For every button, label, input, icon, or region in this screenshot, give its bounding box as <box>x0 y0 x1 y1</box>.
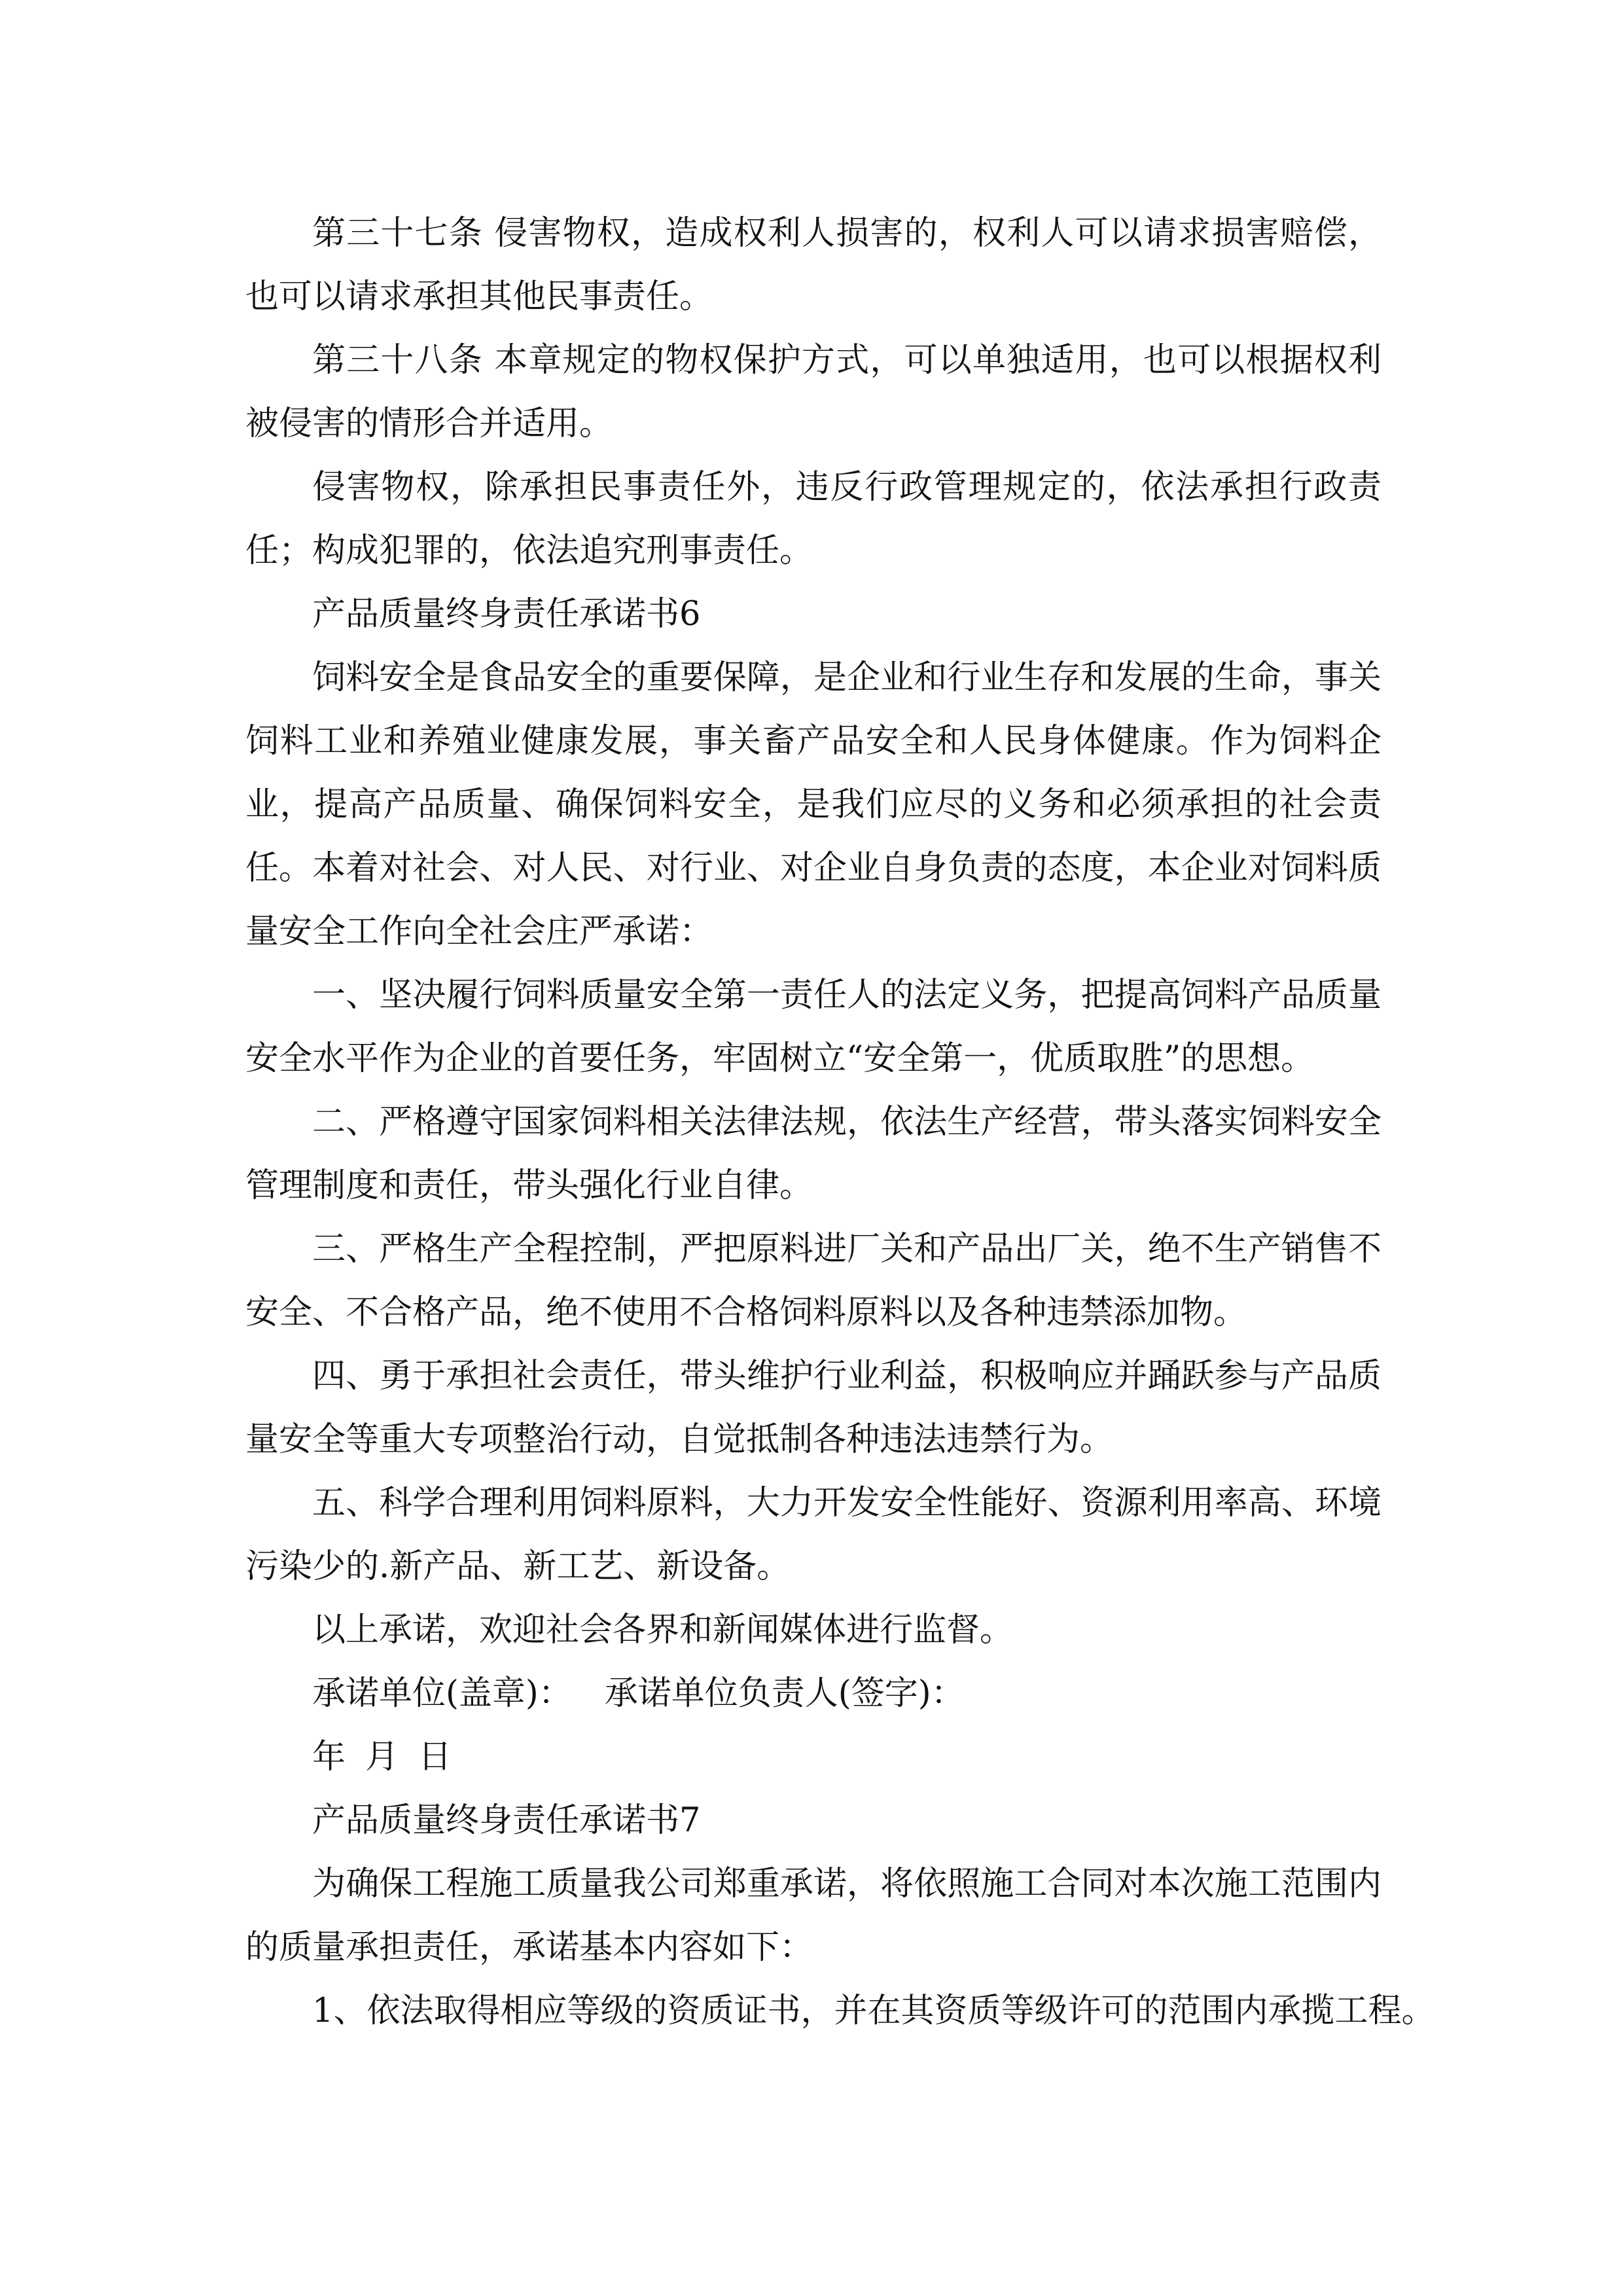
commitment-item-4: 四、勇于承担社会责任，带头维护行业利益，积极响应并踊跃参与产品质量安全等重大专项整治行动，自觉抵制各种违法违禁行为。 <box>245 1357 1382 1459</box>
section-7-intro-paragraph: 为确保工程施工质量我公司郑重承诺，将依照施工合同对本次施工范围内的质量承担责任，承诺基本内容如下： <box>245 1865 1382 1967</box>
supervision-welcome-paragraph: 以上承诺，欢迎社会各界和新闻媒体进行监督。 <box>312 1611 1014 1649</box>
date-month: 月 <box>365 1738 399 1776</box>
section-7-title: 产品质量终身责任承诺书7 <box>312 1801 701 1840</box>
signature-unit-label: 承诺单位(盖章)： <box>312 1674 572 1713</box>
feed-safety-intro-paragraph: 饲料安全是食品安全的重要保障，是企业和行业生存和发展的生命，事关饲料工业和养殖业健康发展，事关畜产品安全和人民身体健康。作为饲料企业，提高产品质量、确保饲料安全，是我们应尽的义务和必须承担的社会责任。本着对社会、对人民、对行业、对企业自身负责的态度，本企业对饲料质量安全工作向全社会庄严承诺： <box>245 658 1382 951</box>
signature-line <box>245 1662 1382 1725</box>
date-day: 日 <box>418 1738 452 1776</box>
commitment-item-2: 二、严格遵守国家饲料相关法律法规，依法生产经营，带头落实饲料安全管理制度和责任，带头强化行业自律。 <box>245 1103 1382 1205</box>
document-body <box>245 202 1435 2043</box>
article-38-paragraph: 第三十八条 本章规定的物权保护方式，可以单独适用，也可以根据权利被侵害的情形合并适用。 <box>245 341 1382 443</box>
date-year: 年 <box>312 1738 346 1776</box>
commitment-item-5: 五、科学合理利用饲料原料，大力开发安全性能好、资源利用率高、环境污染少的.新产品、新工艺、新设备。 <box>245 1484 1382 1586</box>
commitment-item-3: 三、严格生产全程控制，严把原料进厂关和产品出厂关，绝不生产销售不安全、不合格产品，绝不使用不合格饲料原料以及各种违禁添加物。 <box>245 1230 1382 1332</box>
commitment-item-1: 一、坚决履行饲料质量安全第一责任人的法定义务，把提高饲料产品质量安全水平作为企业的首要任务，牢固树立“安全第一，优质取胜”的思想。 <box>245 976 1382 1078</box>
signature-person-label: 承诺单位负责人(签字)： <box>604 1674 965 1713</box>
article-37-paragraph: 第三十七条 侵害物权，造成权利人损害的，权利人可以请求损害赔偿，也可以请求承担其他民事责任。 <box>245 214 1382 316</box>
section-7-item-1: 1、依法取得相应等级的资质证书，并在其资质等级许可的范围内承揽工程。 <box>312 1992 1435 2030</box>
infringement-liability-paragraph: 侵害物权，除承担民事责任外，违反行政管理规定的，依法承担行政责任；构成犯罪的，依法追究刑事责任。 <box>245 468 1382 570</box>
date-line <box>245 1725 1382 1789</box>
section-6-title: 产品质量终身责任承诺书6 <box>312 595 701 634</box>
